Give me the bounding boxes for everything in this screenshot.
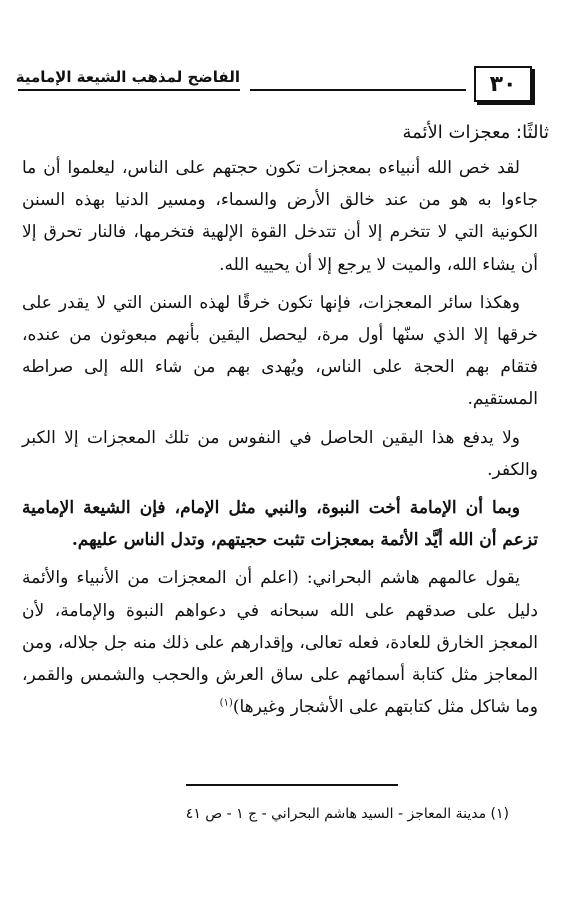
footnote-marker: (١) — [219, 697, 233, 709]
header-rule — [250, 89, 466, 91]
quote-paragraph — [22, 562, 538, 723]
page-header — [15, 56, 532, 102]
footnote: (١) مدينة المعاجز - السيد هاشم البحراني - ج ١ - ص ٤١ — [185, 806, 509, 822]
paragraph: لقد خص الله أنبياءه بمعجزات تكون حجتهم على الناس، ليعلموا أن ما جاءوا به هو من عند خالق الأرض والسماء، ومسير الدنيا بهذه السنن الكونية التي لا تتخرم إلا أن تتدخل القوة الإلهية فتخرمها، فالنار تحرق إلا أن يشاء الله، والميت لا يرجع إلا أن يحييه الله. — [22, 158, 538, 275]
book-title: الفاضح لمذهب الشيعة الإمامية — [18, 68, 240, 91]
paragraph: وبما أن الإمامة أخت النبوة، والنبي مثل الإمام، فإن الشيعة الإمامية تزعم أن الله أيَّد الأئمة بمعجزات تثبت حجيتهم، وتدل الناس عليهم. — [22, 498, 538, 551]
quote-text: يقول عالمهم هاشم البحراني: (اعلم أن المعجزات من الأنبياء والأئمة دليل على صدقهم على الله سبحانه في دعواهم النبوة والإمامة، لأن المعجز الخارق للعادة، فعله تعالى، وإقدارهم على ذلك منه جل جلاله، ومن المعاجز مثل كتابة أسمائهم على ساق العرش والحجب والشمس والقمر، وما شاكل مثل كتابتهم على الأشجار وغيرها) — [22, 568, 538, 718]
paragraph: ولا يدفع هذا اليقين الحاصل في النفوس من تلك المعجزات إلا الكبر والكفر. — [22, 427, 538, 480]
footnote-divider — [186, 784, 398, 786]
body-text — [22, 152, 538, 729]
section-heading: ثالثًا: معجزات الأئمة — [402, 122, 549, 143]
paragraph: وهكذا سائر المعجزات، فإنها تكون خرقًا لهذه السنن التي لا يقدر على خرقها إلا الذي سنّها أول مرة، ليحصل اليقين بأنهم مبعوثون من عنده، فتقام بهم الحجة على الناس، ويُهدى بهم من شاء الله إلى صراطه المستقيم. — [22, 292, 538, 410]
page-number: ٣٠ — [474, 66, 532, 102]
